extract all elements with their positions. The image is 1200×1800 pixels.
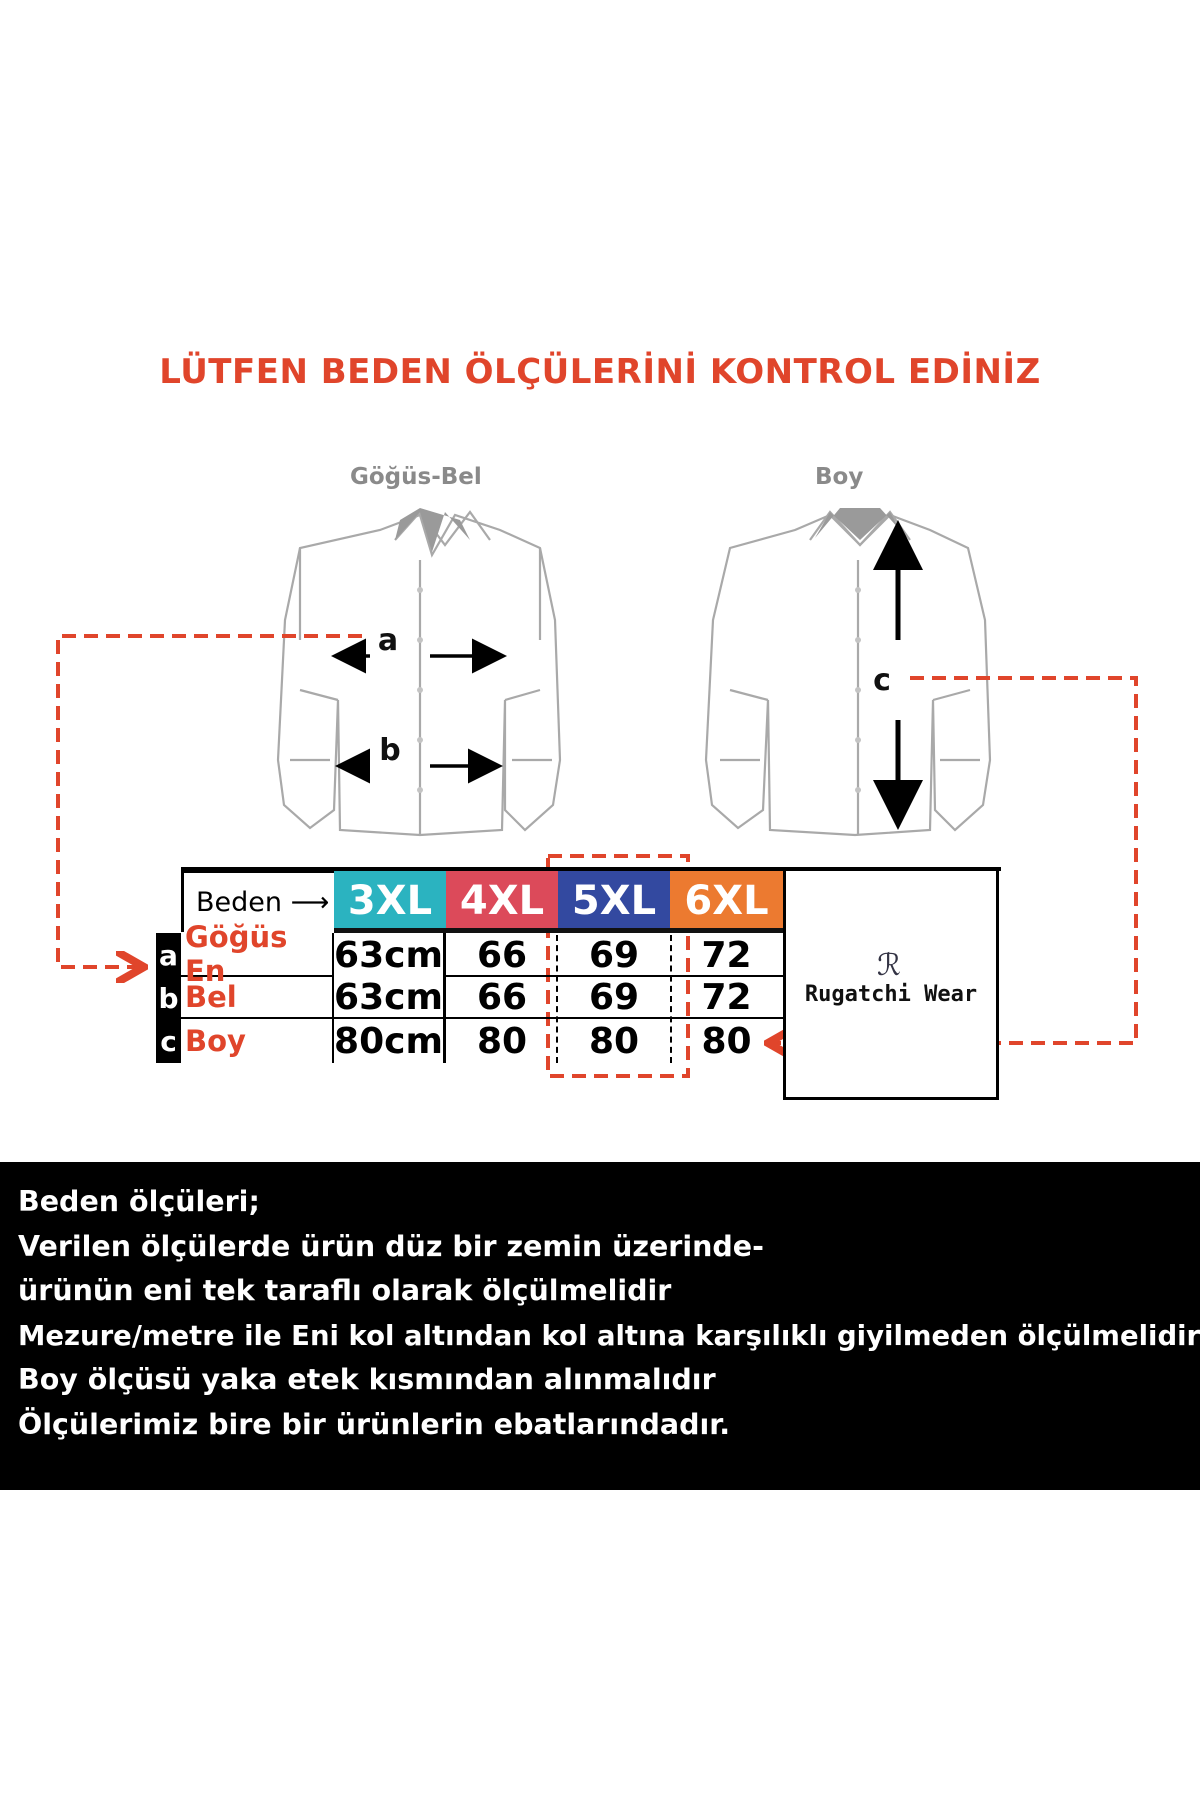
cell-b-6xl: 72 <box>670 977 783 1019</box>
cell-c-5xl: 80 <box>588 1020 640 1062</box>
size-header-3xl: 3XL <box>334 870 446 932</box>
cell-c-3xl: 80cm <box>334 1019 446 1063</box>
cell-a-4xl: 66 <box>476 934 528 976</box>
row-letter-b: b <box>156 977 181 1019</box>
cell-c-6xl: 80 <box>701 1020 752 1062</box>
row-separator <box>446 975 783 977</box>
size-header-6xl: 6XL <box>670 870 783 932</box>
row-name-boy: Boy <box>181 1019 334 1063</box>
front-shirt-label: Göğüs-Bel <box>350 464 482 490</box>
size-header-4xl: 4XL <box>446 870 558 932</box>
size-header-5xl: 5XL <box>558 870 670 932</box>
cell-a-5xl: 69 <box>588 934 640 976</box>
cell-b-3xl: 63cm <box>334 977 446 1019</box>
cell-a-3xl: 63cm <box>334 933 446 977</box>
info-line: ürünün eni tek taraflı olarak ölçülmelidir <box>18 1274 672 1308</box>
info-line: Mezure/metre ile Eni kol altından kol altına karşılıklı giyilmeden ölçülmelidir <box>18 1319 1200 1352</box>
cell-b-5xl: 69 <box>558 977 670 1019</box>
info-line: Verilen ölçülerde ürün düz bir zemin üzerinde- <box>18 1229 764 1263</box>
back-shirt-label: Boy <box>815 464 864 490</box>
dotted-column-6xl <box>670 935 672 1063</box>
marker-c: c <box>873 663 891 698</box>
right-arrow-icon: ⟶ <box>282 887 330 918</box>
marker-a: a <box>377 623 399 658</box>
cell-c-4xl: 80 <box>476 1020 528 1062</box>
info-line: Ölçülerimiz bire bir ürünlerin ebatlarındadır. <box>18 1407 731 1441</box>
cell-a-6xl: 72 <box>701 934 752 976</box>
beden-label: Beden <box>196 887 282 918</box>
marker-b: b <box>379 733 401 768</box>
brand-logo-icon: ℛ <box>877 948 901 983</box>
row-name-gogus-en: Göğüs En <box>181 933 334 977</box>
row-letter-c: c <box>156 1019 181 1063</box>
page-title: LÜTFEN BEDEN ÖLÇÜLERİNİ KONTROL EDİNİZ <box>159 352 1041 392</box>
measurement-info-panel <box>0 1162 1200 1490</box>
row-letter-a: a <box>156 933 181 977</box>
brand-name: Rugatchi Wear <box>804 982 978 1007</box>
row-name-bel: Bel <box>181 977 334 1019</box>
dotted-column-5xl <box>556 935 558 1063</box>
info-line: Boy ölçüsü yaka etek kısmından alınmalıdır <box>18 1363 716 1397</box>
info-line: Beden ölçüleri; <box>18 1185 260 1218</box>
cell-b-4xl: 66 <box>446 977 558 1019</box>
